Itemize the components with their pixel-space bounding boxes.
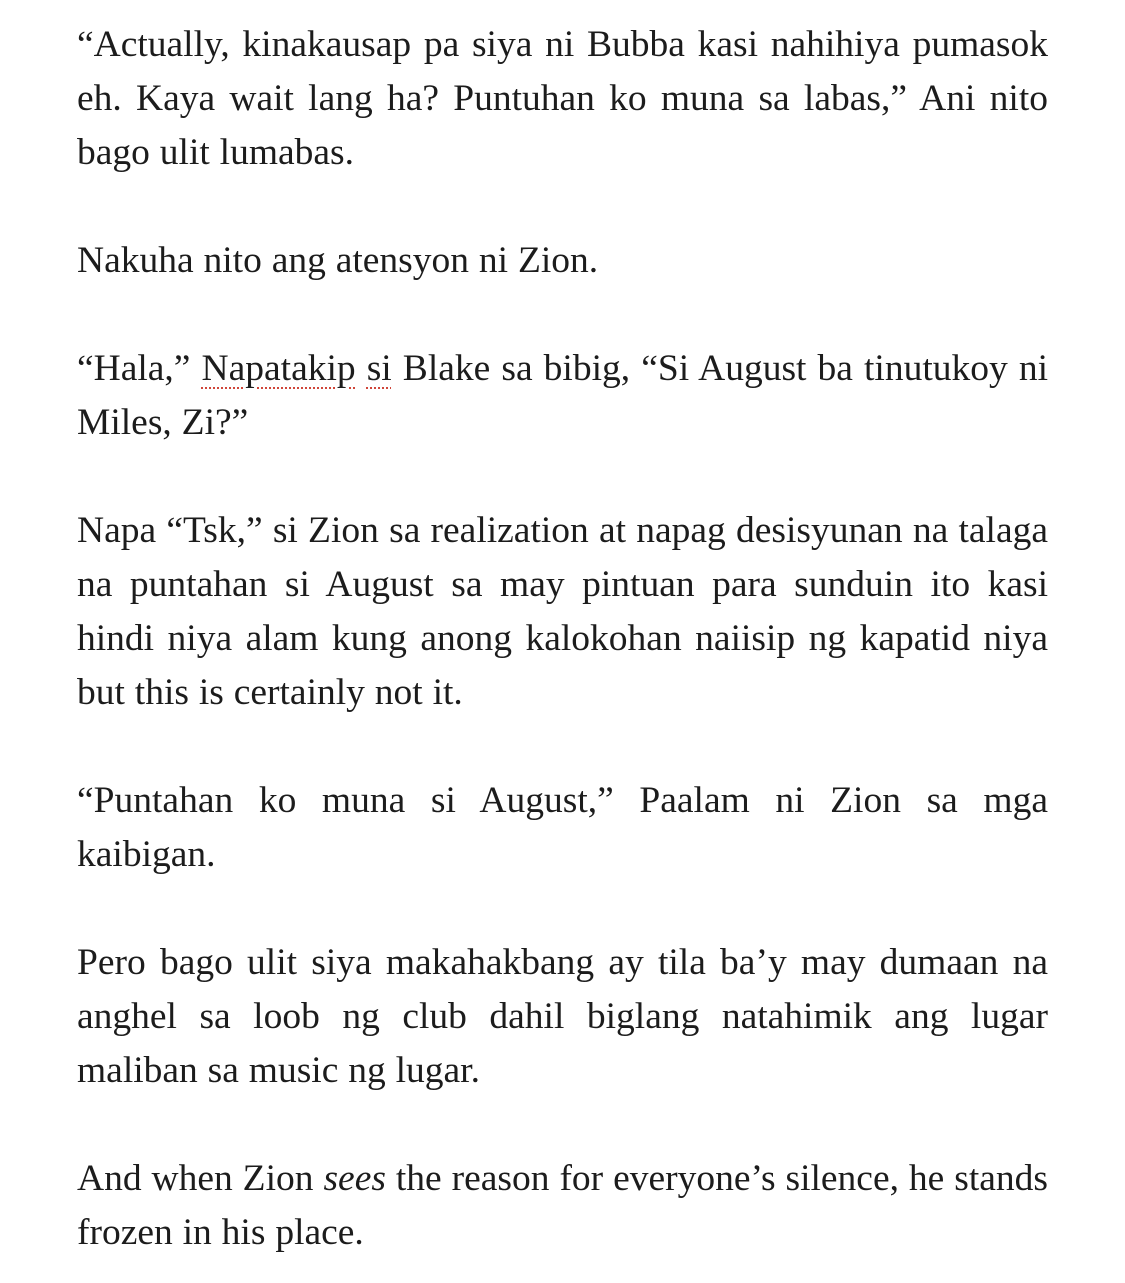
spellcheck-flagged-word[interactable]: si (366, 348, 392, 389)
paragraph-7 (77, 1152, 1048, 1260)
paragraph-6: Pero bago ulit siya makahakbang ay tila ba’y may dumaan na anghel sa loob ng club dahil biglang natahimik ang lugar maliban sa music ng lugar. (77, 942, 1048, 1091)
paragraph-2: Nakuha nito ang atensyon ni Zion. (77, 240, 599, 281)
paragraph-4: Napa “Tsk,” si Zion sa realization at napag desisyunan na talaga na puntahan si August sa may pintuan para sunduin ito kasi hindi niya alam kung anong kalokohan naiisip ng kapatid niya but this is certainly not it. (77, 510, 1048, 713)
paragraph-3-lead: “Hala,” (77, 348, 202, 389)
paragraph-1: “Actually, kinakausap pa siya ni Bubba kasi nahihiya pumasok eh. Kaya wait lang ha? Puntuhan ko muna sa labas,” Ani nito bago ulit lumabas. (77, 24, 1048, 173)
paragraph-3-space (356, 348, 367, 389)
paragraph-5: “Puntahan ko muna si August,” Paalam ni Zion sa mga kaibigan. (77, 780, 1048, 875)
paragraph-7-lead: And when Zion (77, 1158, 324, 1199)
paragraph-7-rest: the reason for everyone’s silence, he stands frozen in his place. (77, 1158, 1048, 1253)
document-body (77, 18, 1048, 1260)
paragraph-3 (77, 342, 1048, 450)
paragraph-3-rest: Blake sa bibig, “Si August ba tinutukoy ni Miles, Zi?” (77, 348, 1049, 443)
spellcheck-flagged-word[interactable]: Napatakip (201, 348, 356, 389)
emphasized-word: sees (323, 1158, 386, 1199)
